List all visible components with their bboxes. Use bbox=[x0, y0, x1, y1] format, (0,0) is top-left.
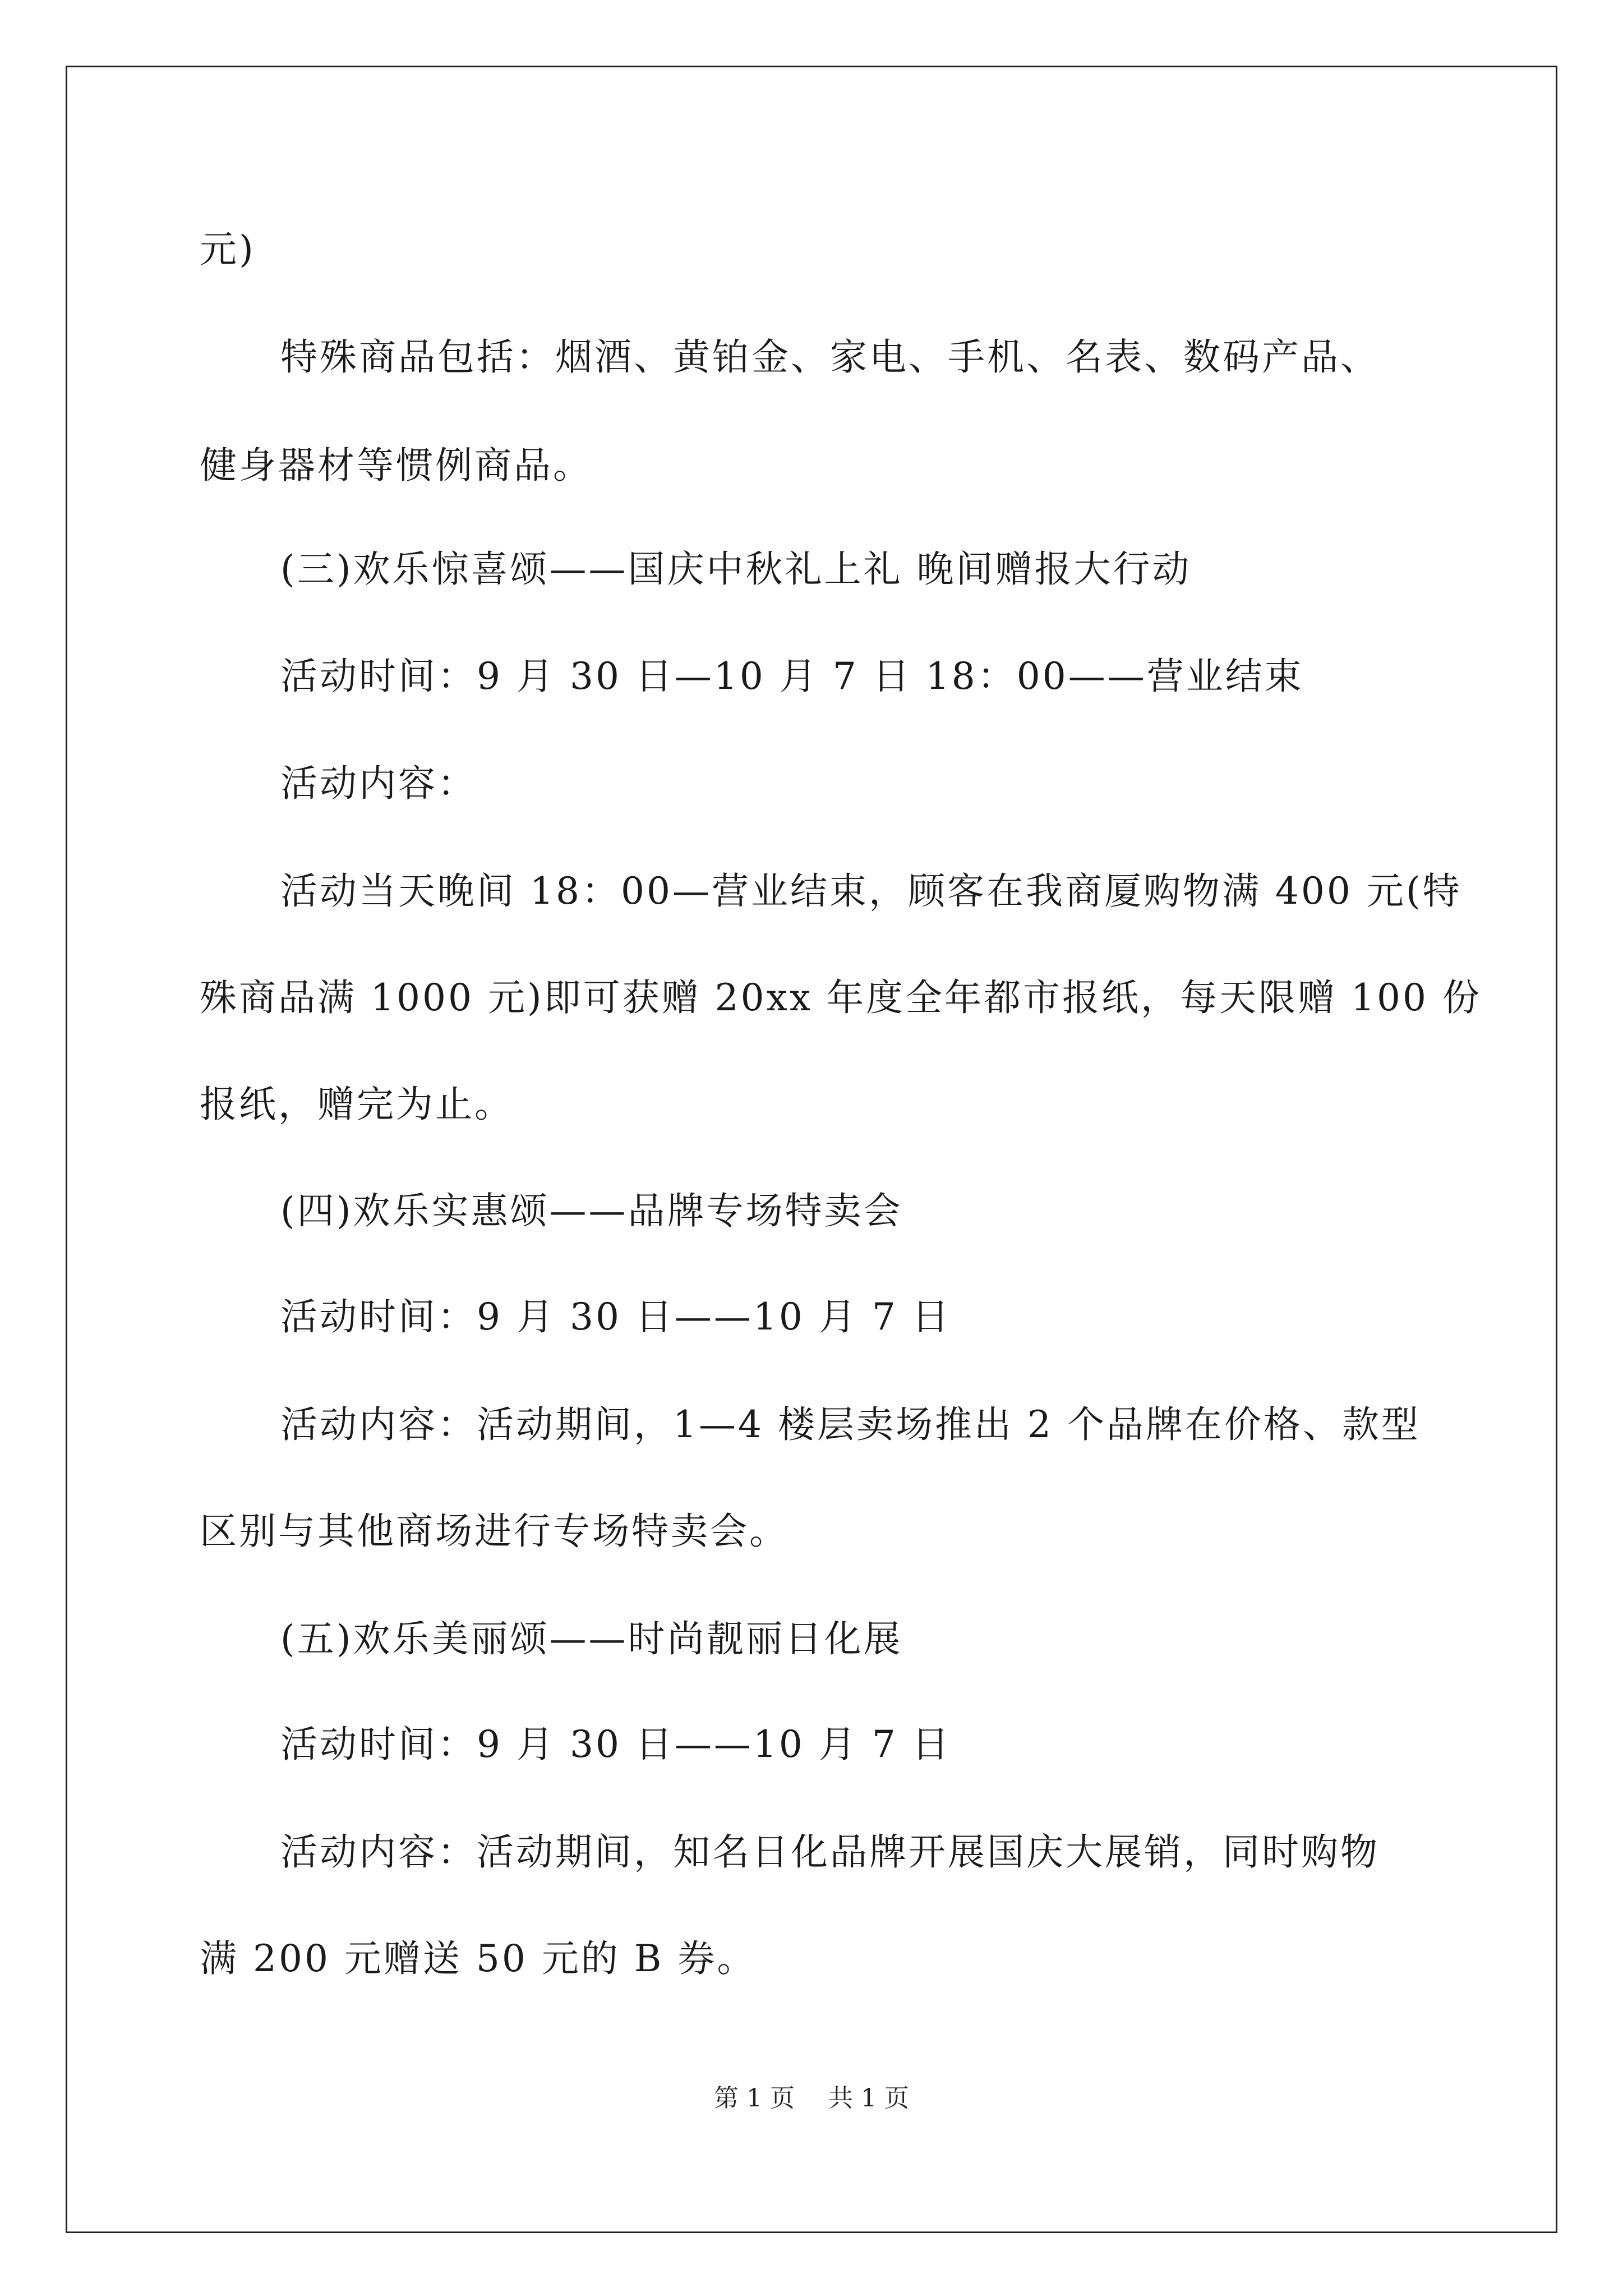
page-footer bbox=[0, 2084, 1623, 2113]
paragraph-line: 健身器材等惯例商品。 bbox=[200, 444, 592, 487]
paragraph-line: 活动时间：9 月 30 日——10 月 7 日 bbox=[280, 1723, 951, 1766]
section-heading: (五)欢乐美丽颂——时尚靓丽日化展 bbox=[280, 1617, 903, 1660]
paragraph-line: 活动时间：9 月 30 日—10 月 7 日 18：00——营业结束 bbox=[280, 655, 1304, 698]
paragraph-line: 殊商品满 1000 元)即可获赠 20xx 年度全年都市报纸，每天限赠 100 份 bbox=[200, 976, 1482, 1019]
paragraph-line: 特殊商品包括：烟酒、黄铂金、家电、手机、名表、数码产品、 bbox=[280, 335, 1380, 379]
paragraph-line: 活动内容：活动期间，1—4 楼层卖场推出 2 个品牌在价格、款型 bbox=[280, 1403, 1421, 1446]
page-border bbox=[66, 66, 1557, 2233]
paragraph-line: 活动内容：活动期间，知名日化品牌开展国庆大展销，同时购物 bbox=[280, 1830, 1380, 1874]
paragraph-line: 活动当天晚间 18：00—营业结束，顾客在我商厦购物满 400 元(特 bbox=[280, 869, 1462, 913]
paragraph-line: 满 200 元赠送 50 元的 B 券。 bbox=[200, 1937, 757, 1980]
paragraph-line: 元) bbox=[200, 228, 256, 271]
paragraph-line: 活动内容： bbox=[280, 762, 477, 805]
section-heading: (四)欢乐实惠颂——品牌专场特卖会 bbox=[280, 1189, 903, 1232]
paragraph-line: 区别与其他商场进行专场特卖会。 bbox=[200, 1510, 789, 1553]
paragraph-line: 报纸，赠完为止。 bbox=[200, 1083, 514, 1126]
page-total: 共 1 页 bbox=[828, 2084, 909, 2113]
section-heading: (三)欢乐惊喜颂——国庆中秋礼上礼 晚间赠报大行动 bbox=[280, 547, 1192, 591]
page-number: 第 1 页 bbox=[714, 2084, 795, 2113]
paragraph-line: 活动时间：9 月 30 日——10 月 7 日 bbox=[280, 1295, 951, 1338]
